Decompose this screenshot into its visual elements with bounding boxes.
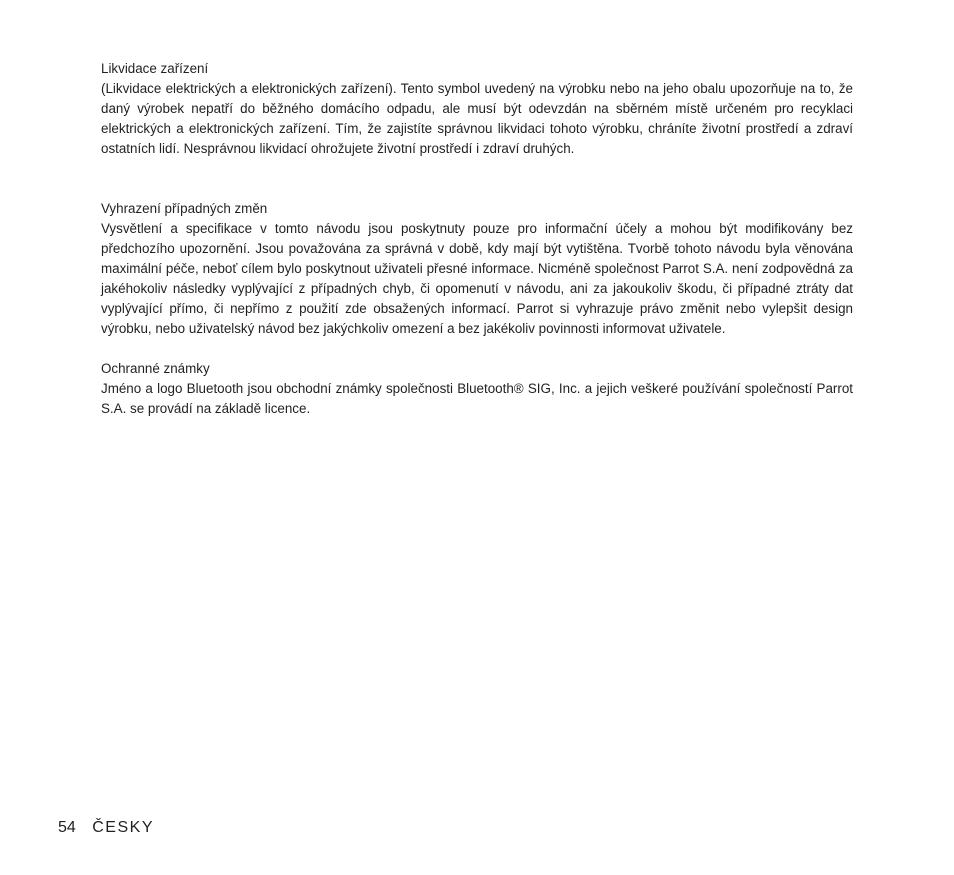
page-number: 54 bbox=[58, 819, 76, 836]
section-paragraph: (Likvidace elektrických a elektronických zařízení). Tento symbol uvedený na výrobku nebo na jeho obalu upozorňuje na to, že daný výrobek nepatří do běžného domácího odpadu, ale musí být odevzdán na sběrném místě určeném pro recyklaci elektrických a elektronických zařízení. Tím, že zajistíte správnou likvidaci tohoto výrobku, chráníte životní prostředí a zdraví ostatních lidí. Nesprávnou likvidací ohrožujete životní prostředí i zdraví druhých. bbox=[101, 81, 853, 156]
section-title: Ochranné známky bbox=[101, 361, 210, 376]
language-label: ČESKY bbox=[92, 819, 154, 836]
section-changes bbox=[101, 199, 853, 339]
section-title: Likvidace zařízení bbox=[101, 61, 209, 76]
page-footer bbox=[58, 818, 154, 838]
section-paragraph: Jméno a logo Bluetooth jsou obchodní známky společnosti Bluetooth® SIG, Inc. a jejich veškeré používání společností Parrot S.A. se provádí na základě licence. bbox=[101, 381, 853, 416]
section-disposal bbox=[101, 59, 853, 159]
section-trademarks bbox=[101, 359, 853, 419]
document-body bbox=[101, 59, 853, 419]
section-paragraph: Vysvětlení a specifikace v tomto návodu jsou poskytnuty pouze pro informační účely a mohou být modifikovány bez předchozího upozornění. Jsou považována za správná v době, kdy mají být vytištěna. Tvorbě tohoto návodu byla věnována maximální péče, neboť cílem bylo poskytnout uživateli přesné informace. Nicméně společnost Parrot S.A. není zodpovědná za jakéhokoliv následky vyplývající z případných chyb, či opomenutí v návodu, ani za jakoukoliv škodu, či případné ztráty dat vyplývající přímo, či nepřímo z použití zde obsažených informací. Parrot si vyhrazuje právo změnit nebo vylepšit design výrobku, nebo uživatelský návod bez jakýchkoliv omezení a bez jakékoliv povinnosti informovat uživatele. bbox=[101, 221, 853, 336]
section-title: Vyhrazení případných změn bbox=[101, 201, 268, 216]
